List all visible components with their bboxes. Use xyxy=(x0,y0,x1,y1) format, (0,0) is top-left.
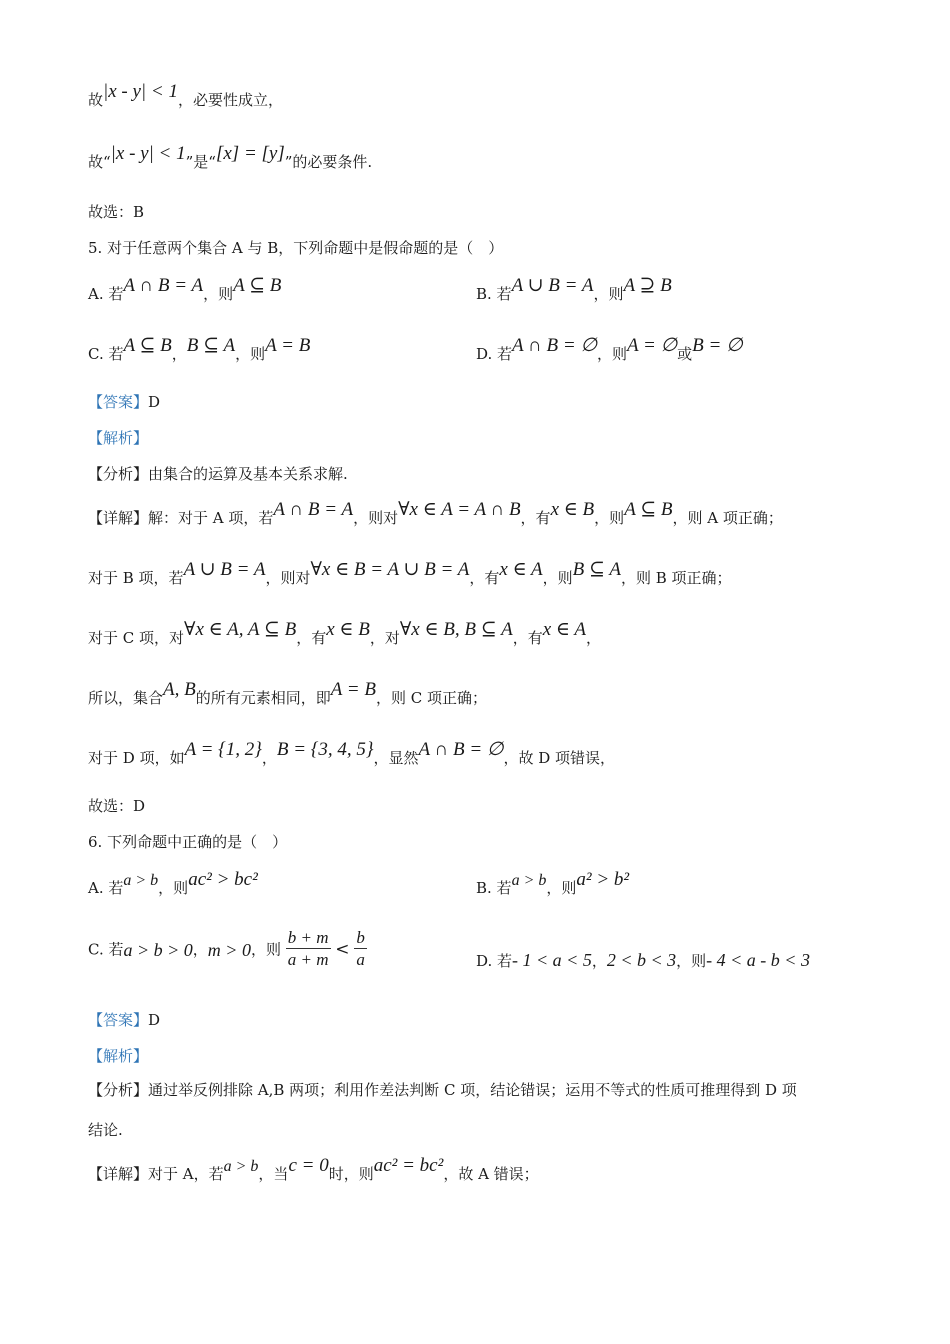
text: 对于 A，若 xyxy=(148,1165,224,1183)
math-expr: A ∩ B = A xyxy=(123,275,204,296)
text: ，则 xyxy=(676,952,707,970)
detail-tag: 【详解】 xyxy=(88,1165,149,1183)
text: ，则 xyxy=(597,345,628,363)
detail-5-line-2 xyxy=(88,559,732,590)
text: 对于 D 项，如 xyxy=(88,749,185,767)
text: ， xyxy=(171,345,187,363)
text: ，有 xyxy=(512,629,543,647)
text: 故 xyxy=(88,91,104,109)
text: B. 若 xyxy=(476,879,512,897)
math-expr: A ∩ B = ∅ xyxy=(512,335,597,356)
text: ，显然 xyxy=(373,749,419,767)
analysis-tag-6: 【解析】 xyxy=(88,1047,149,1065)
denominator: a + m xyxy=(287,950,329,969)
fenxi-5 xyxy=(88,462,348,486)
q6-option-b xyxy=(476,869,630,901)
math-expr: B = {3, 4, 5} xyxy=(276,739,374,760)
answer-select-b: 故选：B xyxy=(88,203,145,221)
math-expr: A ⊆ B xyxy=(624,499,673,520)
text: 的所有元素相同，即 xyxy=(195,689,331,707)
text: 通过举反例排除 A,B 两项；利用作差法判断 C 项，结论错误；运用不等式的性质可推理得到 D 项 xyxy=(148,1081,797,1099)
text: D. 若 xyxy=(476,345,513,363)
text: ，则对 xyxy=(353,509,399,527)
text: ，则 xyxy=(542,569,573,587)
text: ，则 xyxy=(203,285,234,303)
math-expr: A = ∅ xyxy=(627,335,678,356)
math-expr: x ∈ B xyxy=(550,499,595,520)
math-expr: A ∪ B = A xyxy=(183,559,266,580)
text: 所以，集合 xyxy=(88,689,164,707)
detail-5-line-4 xyxy=(88,679,487,710)
text: ， xyxy=(192,940,208,959)
math-expr: A = B xyxy=(330,679,376,700)
math-expr: a > b xyxy=(123,872,159,889)
math-expr: ∀x ∈ A = A ∩ B xyxy=(398,499,521,520)
text: ，故 A 错误； xyxy=(443,1165,539,1183)
text: 解：对于 A 项，若 xyxy=(148,509,274,527)
math-expr: B ⊆ A xyxy=(572,559,621,580)
math-expr: m > 0 xyxy=(207,939,251,960)
math-expr: A ⊆ B xyxy=(123,335,172,356)
fenxi-tag: 【分析】 xyxy=(88,465,149,483)
math-expr: A ∪ B = A xyxy=(511,275,594,296)
line-necessary-condition xyxy=(88,143,373,174)
text: 故“ xyxy=(88,153,111,171)
math-expr: x ∈ A xyxy=(499,559,543,580)
less-than-sign: < xyxy=(335,939,350,960)
q5-option-c xyxy=(88,335,311,366)
answer-tag: 【答案】 xyxy=(88,393,149,411)
text: A. 若 xyxy=(88,285,124,303)
detail-5-line-5 xyxy=(88,739,616,770)
analysis-tag-5: 【解析】 xyxy=(88,429,149,447)
text: B. 若 xyxy=(476,285,512,303)
math-expr: x ∈ A xyxy=(542,619,586,640)
math-expr: ac² > bc² xyxy=(188,869,258,890)
q5-option-b xyxy=(476,275,672,306)
text: ，必要性成立， xyxy=(177,91,283,109)
math-expr: x ∈ B xyxy=(326,619,370,640)
math-expr: c = 0 xyxy=(288,1155,329,1176)
answer-6 xyxy=(88,1008,160,1032)
math-expr: A ⊇ B xyxy=(623,275,672,296)
math-expr: A, B xyxy=(163,679,196,700)
fraction-left xyxy=(286,928,331,971)
text: ，则 xyxy=(158,879,189,897)
math-expr: A = B xyxy=(265,335,311,356)
math-expr: ∀x ∈ B, B ⊆ A xyxy=(399,619,513,640)
numerator: b xyxy=(356,928,365,947)
text: ，对 xyxy=(369,629,400,647)
math-expr: a > b > 0 xyxy=(123,939,193,960)
math-expr: B = ∅ xyxy=(692,335,743,356)
text: ，故 D 项错误， xyxy=(503,749,616,767)
math-expr: - 4 < a - b < 3 xyxy=(706,950,810,970)
q5-option-a xyxy=(88,275,282,306)
text: C. 若 xyxy=(88,345,124,363)
text: ，则 xyxy=(546,879,577,897)
text: ，则对 xyxy=(265,569,311,587)
q5-option-d xyxy=(476,335,743,366)
text: ，则 xyxy=(594,509,625,527)
math-expr: A = {1, 2} xyxy=(184,739,262,760)
q6-option-d xyxy=(476,948,810,973)
text: A. 若 xyxy=(88,879,124,897)
question-6: 6. 下列命题中正确的是（ ） xyxy=(88,833,288,851)
text: ， xyxy=(261,749,277,767)
math-expr: - 1 < a < 5 xyxy=(512,950,592,970)
fraction-right xyxy=(354,928,367,971)
fenxi-6 xyxy=(88,1078,797,1102)
math-expr: |x - y| < 1 xyxy=(103,81,178,102)
answer-tag: 【答案】 xyxy=(88,1011,149,1029)
text: ，有 xyxy=(296,629,327,647)
text: ”是“ xyxy=(185,153,216,171)
text: ，则 C 项正确； xyxy=(375,689,487,707)
text: 对于 B 项，若 xyxy=(88,569,184,587)
numerator: b + m xyxy=(287,928,329,947)
text: 对于 C 项，对 xyxy=(88,629,185,647)
math-expr: ∀x ∈ B = A ∪ B = A xyxy=(310,559,470,580)
text: ， xyxy=(591,952,607,970)
math-expr: a > b xyxy=(511,872,547,889)
q6-option-c xyxy=(88,928,367,971)
detail-tag: 【详解】 xyxy=(88,509,149,527)
math-expr: A ∩ B = ∅ xyxy=(418,739,504,760)
question-5: 5. 对于任意两个集合 A 与 B，下列命题中是假命题的是（ ） xyxy=(88,239,504,257)
text: ，则 xyxy=(593,285,624,303)
text: ，则 A 项正确； xyxy=(672,509,783,527)
math-expr: ac² = bc² xyxy=(373,1155,444,1176)
text: ，则 xyxy=(235,345,266,363)
text: ”的必要条件. xyxy=(284,153,373,171)
math-expr: 2 < b < 3 xyxy=(606,950,677,970)
text: D. 若 xyxy=(476,952,513,970)
q6-option-a xyxy=(88,869,258,901)
fenxi-tag: 【分析】 xyxy=(88,1081,149,1099)
text: 或 xyxy=(677,345,693,363)
math-expr: A ⊆ B xyxy=(233,275,282,296)
line-abs-less-one xyxy=(88,81,283,112)
text: C. 若 xyxy=(88,940,124,959)
text: ，则 B 项正确； xyxy=(620,569,732,587)
text: ，则 xyxy=(250,940,281,959)
answer-5 xyxy=(88,390,160,414)
detail-5-line-1 xyxy=(88,499,783,530)
math-expr: a > b xyxy=(223,1158,259,1175)
math-expr: [x] = [y] xyxy=(215,143,285,164)
fenxi-6-cont: 结论. xyxy=(88,1121,123,1139)
detail-5-line-3 xyxy=(88,619,601,650)
math-expr: a² > b² xyxy=(576,869,630,890)
text: ，当 xyxy=(258,1165,289,1183)
denominator: a xyxy=(356,950,365,969)
math-expr: B ⊆ A xyxy=(186,335,236,356)
math-expr: |x - y| < 1 xyxy=(110,143,186,164)
answer-value: D xyxy=(148,1011,161,1029)
math-expr: A ∩ B = A xyxy=(273,499,354,520)
answer-value: D xyxy=(148,393,161,411)
text: ，有 xyxy=(469,569,500,587)
text: ， xyxy=(585,629,601,647)
text: ，有 xyxy=(520,509,551,527)
detail-6-line-1 xyxy=(88,1155,539,1187)
answer-select-d: 故选：D xyxy=(88,797,146,815)
math-expr: ∀x ∈ A, A ⊆ B xyxy=(184,619,297,640)
text: 时，则 xyxy=(328,1165,374,1183)
text: 由集合的运算及基本关系求解. xyxy=(148,465,348,483)
